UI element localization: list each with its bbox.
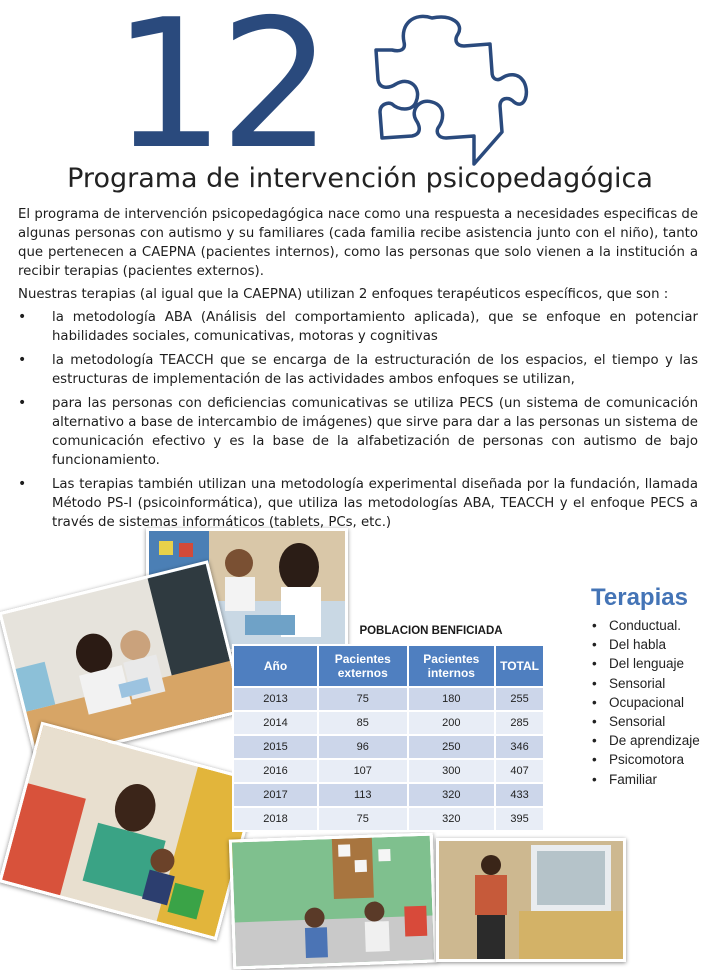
methodology-item-pecs: • para las personas con deficiencias comunicativas se utiliza PECS (un sistema de comunicación alternativo a base de intercambio de imágenes) que sirve para dar a las personas un sistema de comunicación efectivo y es la base de la alfabetización de personas con autismo de bajo funcionamiento. xyxy=(18,394,698,470)
table-row xyxy=(233,783,544,807)
therapy-photo-5 xyxy=(436,838,626,962)
table-cell: 346 xyxy=(495,735,544,759)
table-cell: 320 xyxy=(408,783,496,807)
table-cell: 285 xyxy=(495,711,544,735)
therapy-item: • Del lenguaje xyxy=(592,654,700,673)
therapy-item: • Conductual. xyxy=(592,616,700,635)
table-cell: 2013 xyxy=(233,687,318,711)
therapy-photo-4 xyxy=(229,832,437,969)
column-header: Pacientes externos xyxy=(318,645,408,687)
table-cell: 85 xyxy=(318,711,408,735)
table-row xyxy=(233,759,544,783)
table-cell: 180 xyxy=(408,687,496,711)
table-cell: 75 xyxy=(318,687,408,711)
therapy-item: • De aprendizaje xyxy=(592,731,700,750)
therapy-item: • Sensorial xyxy=(592,712,700,731)
table-cell: 75 xyxy=(318,807,408,831)
table-cell: 200 xyxy=(408,711,496,735)
section-number: 12 xyxy=(112,0,327,188)
methodology-item-aba: • la metodología ABA (Análisis del comportamiento aplicada), que se enfoque en potenciar habilidades sociales, comunicativas, motoras y cognitivas xyxy=(18,308,698,346)
therapy-item: • Del habla xyxy=(592,635,700,654)
therapies-title: Terapias xyxy=(591,584,688,611)
therapy-item: • Ocupacional xyxy=(592,693,700,712)
table-cell: 2014 xyxy=(233,711,318,735)
table-row xyxy=(233,687,544,711)
table-header-row xyxy=(233,645,544,687)
therapy-item: • Psicomotora xyxy=(592,750,700,769)
methodology-item-teacch: • la metodología TEACCH que se encarga de la estructuración de los espacios, el tiempo y las estructuras de implementación de las actividades ambos enfoques se utilizan, xyxy=(18,351,698,389)
therapy-item: • Sensorial xyxy=(592,674,700,693)
column-header: Año xyxy=(233,645,318,687)
table-cell: 433 xyxy=(495,783,544,807)
table-cell: 96 xyxy=(318,735,408,759)
table-row xyxy=(233,807,544,831)
table-cell: 2018 xyxy=(233,807,318,831)
table-cell: 2015 xyxy=(233,735,318,759)
intro-paragraph: El programa de intervención psicopedagógica nace como una respuesta a necesidades especificas de algunas personas con autismo y su familiares (cada familia recibe asistencia junto con el niño), tanto que pertenecen a CAEPNA (pacientes internos), como las personas que solo vienen a la institución a recibir terapias (pacientes externos). xyxy=(18,207,698,279)
table-cell: 250 xyxy=(408,735,496,759)
table-row xyxy=(233,735,544,759)
table-cell: 2017 xyxy=(233,783,318,807)
therapy-item: • Familiar xyxy=(592,770,700,789)
body-text xyxy=(18,205,698,537)
methodology-list xyxy=(18,308,698,532)
therapy-photo-2 xyxy=(0,560,246,764)
therapies-list xyxy=(592,616,700,789)
table-cell: 107 xyxy=(318,759,408,783)
page-title: Programa de intervención psicopedagógica xyxy=(67,163,653,194)
table-cell: 395 xyxy=(495,807,544,831)
column-header: TOTAL xyxy=(495,645,544,687)
approaches-paragraph: Nuestras terapias (al igual que la CAEPNA) utilizan 2 enfoques terapéuticos específicos, que son : xyxy=(18,287,669,302)
table-cell: 255 xyxy=(495,687,544,711)
puzzle-piece-icon xyxy=(370,10,530,172)
table-cell: 320 xyxy=(408,807,496,831)
table-row xyxy=(233,711,544,735)
table-title: POBLACION BENFICIADA xyxy=(359,625,503,637)
table-cell: 300 xyxy=(408,759,496,783)
column-header: Pacientes internos xyxy=(408,645,496,687)
table-cell: 407 xyxy=(495,759,544,783)
therapy-photo-3 xyxy=(0,722,260,941)
population-table xyxy=(232,644,545,832)
table-cell: 2016 xyxy=(233,759,318,783)
methodology-item-psi: • Las terapias también utilizan una metodología experimental diseñada por la fundación, llamada Método PS-I (psicoinformática), que utiliza las metodologías ABA, TEACCH y el enfoque PECS a través de sistemas informáticos (tablets, PCs, etc.) xyxy=(18,475,698,532)
table-cell: 113 xyxy=(318,783,408,807)
